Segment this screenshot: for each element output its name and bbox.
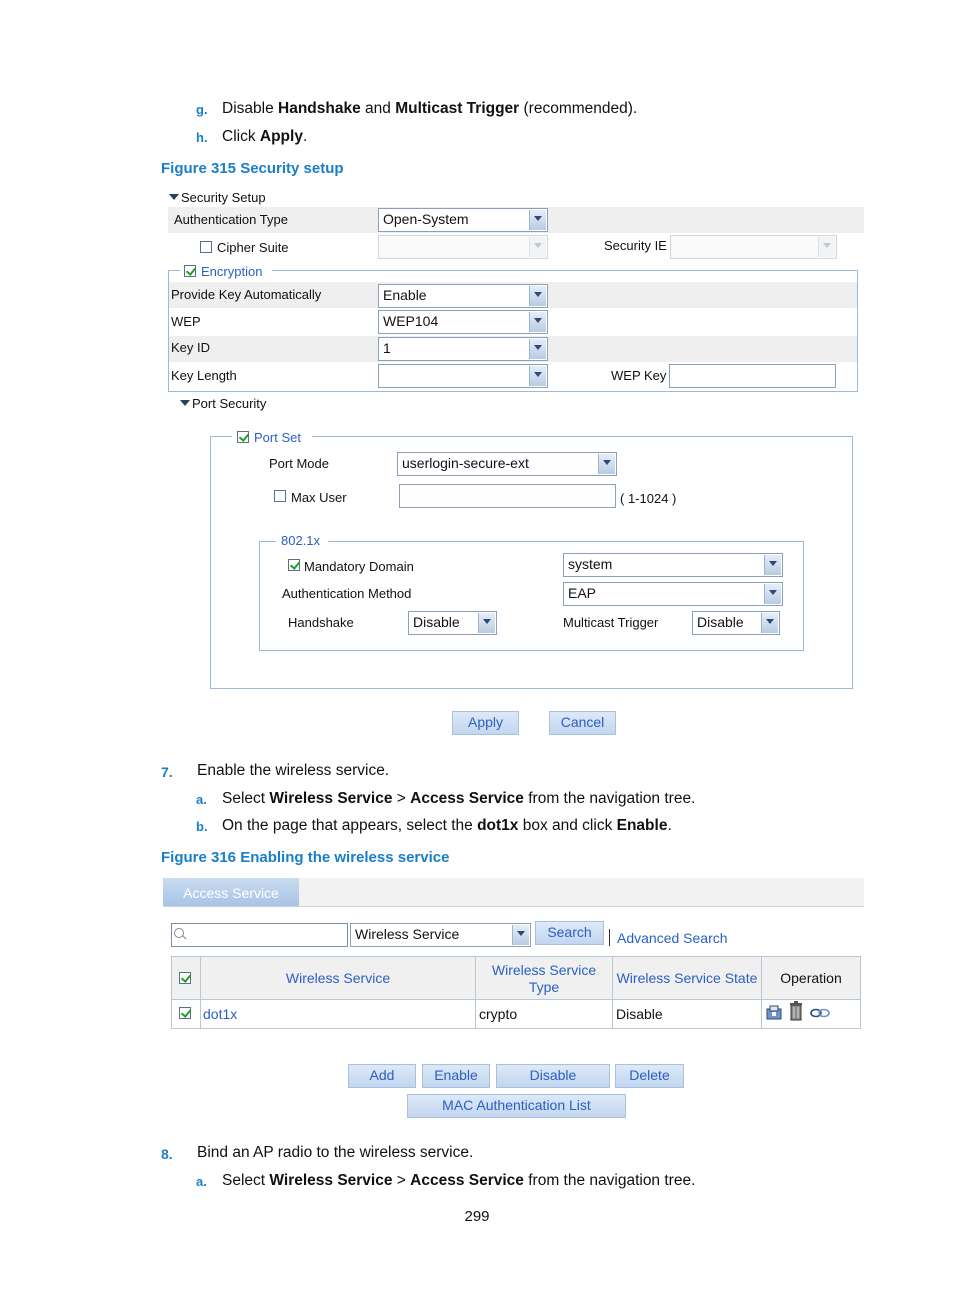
disable-button[interactable]: Disable (496, 1064, 610, 1088)
col-divider (612, 957, 613, 1028)
mandatory-domain-checkbox[interactable] (288, 559, 300, 571)
auth-method-select[interactable]: EAP (563, 582, 783, 606)
row-checkbox-dot1x[interactable] (179, 1007, 191, 1019)
step-7b-label: b. (196, 819, 208, 834)
encryption-label: Encryption (201, 264, 263, 279)
cipher-suite-select[interactable] (378, 235, 548, 259)
step-8a-label: a. (196, 1174, 207, 1189)
port-set-label: Port Set (254, 430, 301, 445)
step-8-text: Bind an AP radio to the wireless service. (197, 1144, 474, 1161)
multicast-trigger-label: Multicast Trigger (563, 615, 659, 630)
delete-button[interactable]: Delete (615, 1064, 684, 1088)
col-wireless-service-state[interactable]: Wireless Service State (616, 970, 758, 986)
multicast-trigger-select[interactable]: Disable (692, 611, 780, 635)
step-8-number: 8. (161, 1146, 173, 1162)
wep-key-label: WEP Key (611, 368, 667, 383)
chevron-down-icon (529, 210, 546, 230)
max-user-input[interactable] (399, 484, 616, 508)
chevron-down-icon (818, 237, 835, 257)
chevron-down-icon (478, 613, 495, 633)
port-set-checkbox[interactable] (237, 431, 249, 443)
auth-type-label: Authentication Type (174, 212, 288, 227)
security-ie-label: Security IE (604, 238, 667, 253)
col-divider (761, 957, 762, 1028)
port-mode-select[interactable]: userlogin-secure-ext (397, 452, 617, 476)
provide-key-label: Provide Key Automatically (171, 287, 322, 302)
delete-icon[interactable] (789, 1001, 803, 1021)
cipher-suite-checkbox[interactable] (200, 241, 212, 253)
figure-316-caption: Figure 316 Enabling the wireless service (161, 849, 450, 866)
step-7b-text: On the page that appears, select the dot1x box and click Enable. (222, 817, 672, 834)
col-operation: Operation (780, 970, 842, 986)
mandatory-domain-select[interactable]: system (563, 553, 783, 577)
security-setup-header[interactable]: Security Setup (169, 190, 266, 205)
search-icon-handle (182, 935, 186, 939)
cipher-suite-label: Cipher Suite (217, 240, 289, 255)
bind-link-icon[interactable] (810, 1007, 830, 1019)
provide-key-select[interactable]: Enable (378, 284, 548, 308)
row-service-type: crypto (479, 1006, 518, 1022)
step-g-label: g. (196, 102, 208, 117)
key-id-select[interactable]: 1 (378, 337, 548, 361)
separator (609, 929, 610, 946)
edit-icon[interactable] (765, 1003, 785, 1021)
chevron-down-icon (529, 286, 546, 306)
collapse-triangle-icon (169, 194, 179, 200)
search-field-select[interactable]: Wireless Service (350, 923, 531, 947)
tab-access-service[interactable]: Access Service (163, 878, 299, 906)
step-7-number: 7. (161, 764, 173, 780)
port-mode-label: Port Mode (269, 456, 329, 471)
row-service-link[interactable]: dot1x (203, 1006, 238, 1022)
max-user-checkbox[interactable] (274, 490, 286, 502)
cancel-button[interactable]: Cancel (549, 711, 616, 735)
apply-button[interactable]: Apply (452, 711, 519, 735)
chevron-down-icon (764, 555, 781, 575)
mac-authentication-list-button[interactable]: MAC Authentication List (407, 1094, 626, 1118)
key-length-label: Key Length (171, 368, 237, 383)
row-service-state: Disable (616, 1006, 663, 1022)
encryption-checkbox[interactable] (184, 265, 196, 277)
select-all-checkbox[interactable] (179, 972, 191, 984)
step-8a-text: Select Wireless Service > Access Service from the navigation tree. (222, 1172, 696, 1189)
key-length-select[interactable] (378, 364, 548, 388)
search-input[interactable] (171, 923, 348, 947)
wep-label: WEP (171, 314, 201, 329)
step-h (196, 129, 208, 147)
figure-315-caption: Figure 315 Security setup (161, 160, 344, 177)
step-7a-text: Select Wireless Service > Access Service from the navigation tree. (222, 790, 696, 807)
chevron-down-icon (512, 925, 529, 945)
chevron-down-icon (764, 584, 781, 604)
max-user-range: ( 1-1024 ) (620, 491, 677, 506)
chevron-down-icon (529, 339, 546, 359)
step-h-label: h. (196, 130, 208, 145)
dot1x-legend: 802.1x (281, 533, 321, 548)
chevron-down-icon (598, 454, 615, 474)
search-button[interactable]: Search (535, 921, 604, 945)
col-wireless-service-type[interactable]: Wireless Service Type (491, 962, 597, 995)
advanced-search-link[interactable]: Advanced Search (617, 930, 728, 946)
enable-button[interactable]: Enable (422, 1064, 490, 1088)
col-wireless-service[interactable]: Wireless Service (285, 970, 391, 986)
key-id-label: Key ID (171, 340, 211, 355)
auth-type-select[interactable]: Open-System (378, 208, 548, 232)
step-g-text: Disable Handshake and Multicast Trigger (recommended). (222, 100, 638, 117)
wep-key-input[interactable] (669, 364, 836, 388)
chevron-down-icon (529, 312, 546, 332)
chevron-down-icon (529, 366, 546, 386)
add-button[interactable]: Add (348, 1064, 416, 1088)
step-g (196, 101, 208, 119)
port-security-header[interactable]: Port Security (180, 396, 266, 411)
max-user-label: Max User (291, 490, 347, 505)
handshake-select[interactable]: Disable (408, 611, 497, 635)
collapse-triangle-icon (180, 400, 190, 406)
security-ie-select[interactable] (670, 235, 837, 259)
page-number: 299 (464, 1208, 490, 1225)
step-7-text: Enable the wireless service. (197, 762, 390, 779)
col-divider (200, 957, 201, 1028)
mandatory-domain-label: Mandatory Domain (304, 559, 414, 574)
row-divider (172, 999, 860, 1000)
handshake-label: Handshake (288, 615, 354, 630)
wep-select[interactable]: WEP104 (378, 310, 548, 334)
chevron-down-icon (529, 237, 546, 257)
step-7a-label: a. (196, 792, 207, 807)
auth-method-label: Authentication Method (282, 586, 412, 601)
chevron-down-icon (761, 613, 778, 633)
step-h-text: Click Apply. (222, 128, 308, 145)
